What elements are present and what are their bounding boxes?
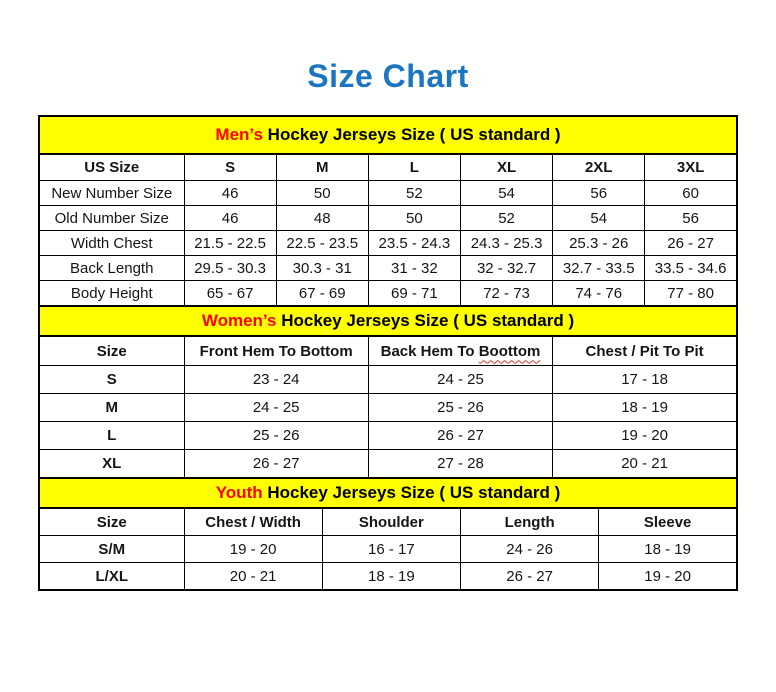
table-row <box>39 563 737 591</box>
value-cell: 30.3 - 31 <box>276 256 368 281</box>
header-cell: M <box>276 154 368 181</box>
value-cell: 24 - 25 <box>184 394 368 422</box>
table-row <box>39 366 737 394</box>
womens-section-band-title <box>39 306 737 336</box>
youth-band-rest: Hockey Jerseys Size ( US standard ) <box>262 483 561 502</box>
value-cell: 52 <box>460 206 552 231</box>
header-cell: XL <box>460 154 552 181</box>
value-cell: 32 - 32.7 <box>460 256 552 281</box>
table-row <box>39 281 737 307</box>
header-cell: Front Hem To Bottom <box>184 336 368 366</box>
mens-section-band-title <box>39 116 737 154</box>
header-cell: 3XL <box>645 154 737 181</box>
row-label-cell: Width Chest <box>39 231 184 256</box>
value-cell: 26 - 27 <box>368 422 552 450</box>
table-row <box>39 536 737 563</box>
header-cell: 2XL <box>553 154 645 181</box>
youth-size-table <box>38 477 738 591</box>
value-cell: 20 - 21 <box>184 563 322 591</box>
value-cell: 26 - 27 <box>461 563 599 591</box>
value-cell: 24.3 - 25.3 <box>460 231 552 256</box>
header-cell: Size <box>39 508 184 536</box>
value-cell: 56 <box>553 181 645 206</box>
value-cell: 50 <box>276 181 368 206</box>
value-cell: 20 - 21 <box>553 450 737 479</box>
row-label-cell: Body Height <box>39 281 184 307</box>
mens-band-rest: Hockey Jerseys Size ( US standard ) <box>262 125 561 144</box>
value-cell: 24 - 26 <box>461 536 599 563</box>
value-cell: 26 - 27 <box>184 450 368 479</box>
value-cell: 18 - 19 <box>599 536 737 563</box>
value-cell: 19 - 20 <box>184 536 322 563</box>
womens-size-table <box>38 305 738 479</box>
value-cell: 32.7 - 33.5 <box>553 256 645 281</box>
value-cell: 23.5 - 24.3 <box>368 231 460 256</box>
womens-band-highlight: Women’s <box>201 311 277 330</box>
value-cell: 60 <box>645 181 737 206</box>
header-cell: S <box>184 154 276 181</box>
youth-section-band-title <box>39 478 737 508</box>
row-label-cell: New Number Size <box>39 181 184 206</box>
value-cell: 31 - 32 <box>368 256 460 281</box>
row-label-cell: L <box>39 422 184 450</box>
value-cell: 52 <box>368 181 460 206</box>
value-cell: 22.5 - 23.5 <box>276 231 368 256</box>
mens-table-header-row <box>39 154 737 181</box>
mens-section-band <box>39 116 737 154</box>
row-label-cell: L/XL <box>39 563 184 591</box>
value-cell: 65 - 67 <box>184 281 276 307</box>
womens-table-header-row <box>39 336 737 366</box>
header-cell <box>368 336 552 366</box>
header-cell: Length <box>461 508 599 536</box>
value-cell: 25 - 26 <box>184 422 368 450</box>
table-row <box>39 256 737 281</box>
value-cell: 48 <box>276 206 368 231</box>
row-label-cell: XL <box>39 450 184 479</box>
row-label-cell: Back Length <box>39 256 184 281</box>
header-cell: US Size <box>39 154 184 181</box>
value-cell: 46 <box>184 206 276 231</box>
mens-band-highlight: Men’s <box>215 125 263 144</box>
table-row <box>39 422 737 450</box>
value-cell: 67 - 69 <box>276 281 368 307</box>
womens-section-band <box>39 306 737 336</box>
mens-size-table <box>38 115 738 307</box>
row-label-cell: S <box>39 366 184 394</box>
row-label-cell: Old Number Size <box>39 206 184 231</box>
table-row <box>39 450 737 479</box>
value-cell: 27 - 28 <box>368 450 552 479</box>
value-cell: 16 - 17 <box>322 536 460 563</box>
womens-band-rest: Hockey Jerseys Size ( US standard ) <box>276 311 575 330</box>
value-cell: 72 - 73 <box>460 281 552 307</box>
table-row <box>39 231 737 256</box>
row-label-cell: S/M <box>39 536 184 563</box>
youth-table-header-row <box>39 508 737 536</box>
value-cell: 25.3 - 26 <box>553 231 645 256</box>
value-cell: 69 - 71 <box>368 281 460 307</box>
value-cell: 74 - 76 <box>553 281 645 307</box>
value-cell: 54 <box>460 181 552 206</box>
value-cell: 50 <box>368 206 460 231</box>
value-cell: 18 - 19 <box>553 394 737 422</box>
spellcheck-underlined-word: Boottom <box>478 342 541 360</box>
value-cell: 33.5 - 34.6 <box>645 256 737 281</box>
header-cell: Chest / Width <box>184 508 322 536</box>
header-cell: Shoulder <box>322 508 460 536</box>
value-cell: 26 - 27 <box>645 231 737 256</box>
header-cell: L <box>368 154 460 181</box>
value-cell: 19 - 20 <box>553 422 737 450</box>
page-title: Size Chart <box>307 58 469 94</box>
row-label-cell: M <box>39 394 184 422</box>
table-row <box>39 206 737 231</box>
value-cell: 56 <box>645 206 737 231</box>
header-text: Back Hem To <box>380 342 479 360</box>
value-cell: 54 <box>553 206 645 231</box>
value-cell: 18 - 19 <box>322 563 460 591</box>
value-cell: 17 - 18 <box>553 366 737 394</box>
header-cell: Chest / Pit To Pit <box>553 336 737 366</box>
value-cell: 23 - 24 <box>184 366 368 394</box>
tables-container <box>38 115 738 591</box>
header-cell: Size <box>39 336 184 366</box>
value-cell: 21.5 - 22.5 <box>184 231 276 256</box>
youth-section-band <box>39 478 737 508</box>
value-cell: 19 - 20 <box>599 563 737 591</box>
value-cell: 24 - 25 <box>368 366 552 394</box>
youth-band-highlight: Youth <box>215 483 263 502</box>
table-row <box>39 394 737 422</box>
header-cell: Sleeve <box>599 508 737 536</box>
value-cell: 77 - 80 <box>645 281 737 307</box>
value-cell: 46 <box>184 181 276 206</box>
value-cell: 25 - 26 <box>368 394 552 422</box>
value-cell: 29.5 - 30.3 <box>184 256 276 281</box>
table-row <box>39 181 737 206</box>
